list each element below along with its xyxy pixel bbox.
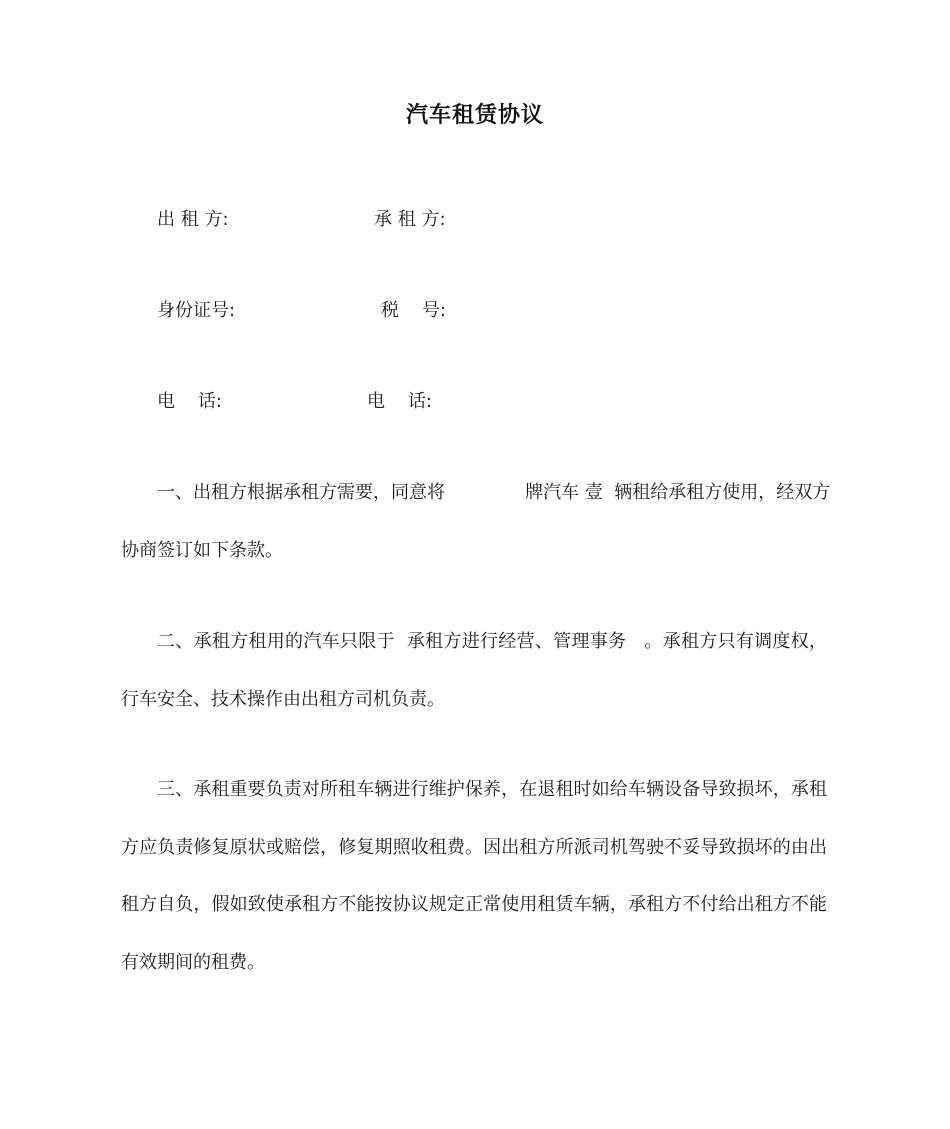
lessor-phone-label: 电 话:	[157, 391, 222, 412]
lessee-phone-label: 电 话:	[367, 391, 432, 412]
lessee-label: 承 租 方:	[374, 209, 446, 230]
clause-1	[121, 464, 831, 579]
clause-2-line: 二、承租方租用的汽车只限于 承租方进行经营、管理事务 。承租方只有调度权，	[157, 631, 827, 652]
clause-3-line: 方应负责修复原状或赔偿，修复期照收租费。因出租方所派司机驾驶不妥导致损坏的由出	[121, 836, 827, 858]
document-title: 汽车租赁协议	[405, 103, 544, 128]
id-number-label: 身份证号:	[157, 300, 236, 321]
lessor-label: 出 租 方:	[157, 209, 229, 230]
clause-3-line: 三、承租重要负责对所租车辆进行维护保养，在退租时如给车辆设备导致损坏，承租	[157, 779, 827, 800]
clause-3-line: 有效期间的租费。	[121, 951, 265, 973]
clause-2-line: 行车安全、技术操作由出租方司机负责。	[121, 688, 445, 710]
clause-2	[121, 613, 827, 728]
tax-number-label: 税 号:	[381, 300, 446, 321]
clause-3-line: 租方自负，假如致使承租方不能按协议规定正常使用租赁车辆，承租方不付给出租方不能	[121, 894, 827, 915]
clause-1-line: 一、出租方根据承租方需要，同意将 牌汽车 壹 辆租给承租方使用，经双方	[157, 482, 831, 503]
clause-1-line: 协商签订如下条款。	[121, 539, 283, 561]
clause-3	[121, 761, 827, 991]
